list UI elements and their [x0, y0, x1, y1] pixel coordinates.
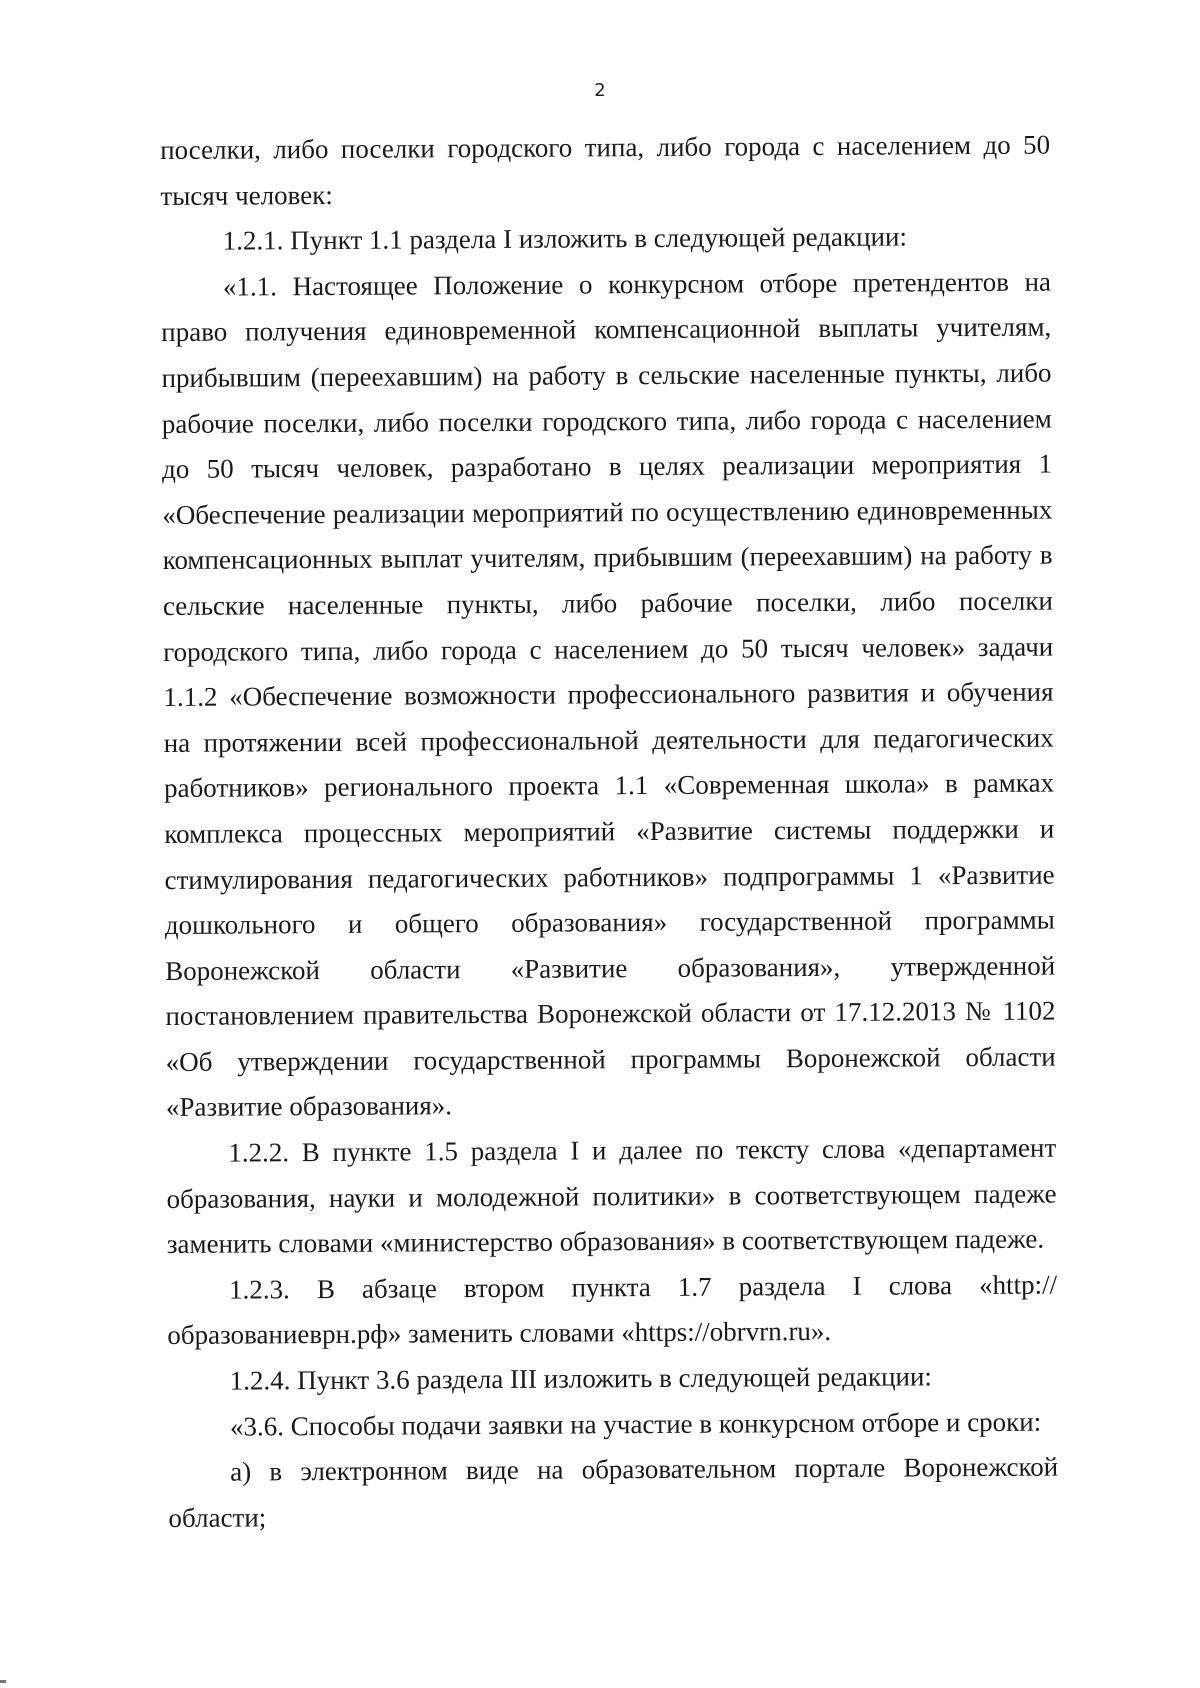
- paragraph-3-6-a: а) в электронном виде на образовательном портале Воронежской области;: [168, 1451, 1059, 1533]
- page-number: 2: [594, 80, 606, 101]
- paragraph-continuation: поселки, либо поселки городского типа, либо города с населением до 50 тысяч человек:: [160, 129, 1051, 211]
- paragraph-1-2-4: 1.2.4. Пункт 3.6 раздела III изложить в следующей редакции:: [229, 1361, 932, 1396]
- paragraph-3-6: «3.6. Способы подачи заявки на участие в конкурсном отборе и сроки:: [229, 1406, 1042, 1442]
- paragraph-1-2-1: 1.2.1. Пункт 1.1 раздела I изложить в следующей редакции:: [222, 221, 908, 256]
- document-body: [160, 123, 1059, 1542]
- scan-edge-mark: [0, 1680, 6, 1683]
- paragraph-1-2-2: 1.2.2. В пункте 1.5 раздела I и далее по тексту слова «департамент образования, науки и молодежной политики» в соответствующем падеже заменить словами «министерство образования» в соответствующем падеже.: [166, 1132, 1057, 1260]
- paragraph-1-2-3: 1.2.3. В абзаце втором пункта 1.7 раздела I слова «http://образованиеврн.рф» заменить словами «https://obrvrn.ru».: [167, 1269, 1058, 1351]
- paragraph-1-1-text: «1.1. Настоящее Положение о конкурсном отборе претендентов на право получения единовременной компенсационной выплаты учителям, прибывшим (переехавшим) на работу в сельские населенные пункты, либо рабочие поселки, либо поселки городского типа, либо города с населением до 50 тысяч человек, разработано в целях реализации мероприятия 1 «Обеспечение реализации мероприятий по осуществлению единовременных компенсационных выплат учителям, прибывшим (переехавшим) на работу в сельские населенные пункты, либо рабочие поселки, либо поселки городского типа, либо города с населением до 50 тысяч человек» задачи 1.1.2 «Обеспечение возможности профессионального развития и обучения на протяжении всей профессиональной деятельности для педагогических работников» регионального проекта 1.1 «Современная школа» в рамках комплекса процессных мероприятий «Развитие системы поддержки и стимулирования педагогических работников» подпрограммы 1 «Развитие дошкольного и общего образования» государственной программы Воронежской области «Развитие образования», утвержденной постановлением правительства Воронежской области от 17.12.2013 № 1102 «Об утверждении государственной программы Воронежской области «Развитие образования».: [161, 266, 1056, 1123]
